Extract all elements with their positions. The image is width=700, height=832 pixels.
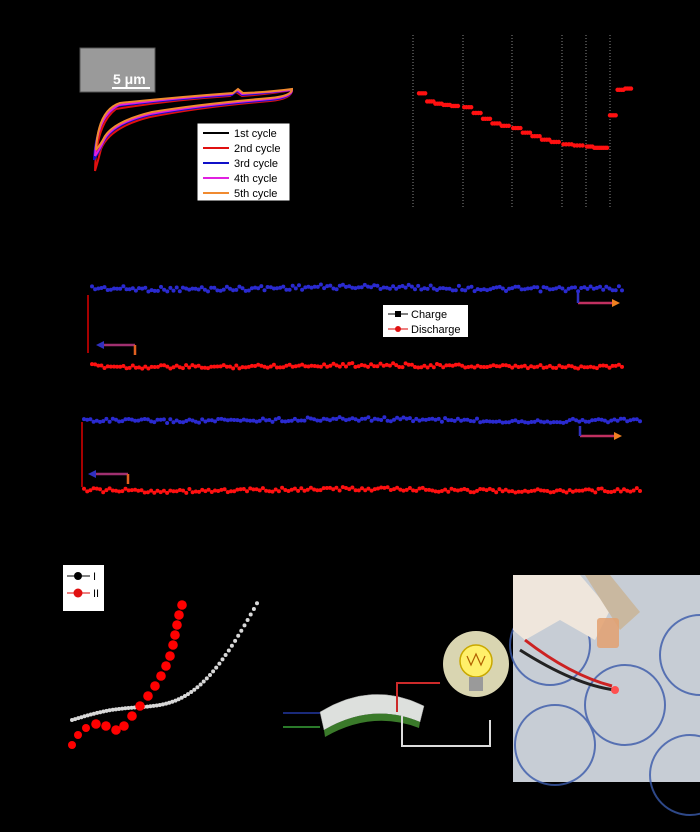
c-charge-point-119 <box>463 288 467 292</box>
legend-label-charge: Charge <box>411 309 448 321</box>
d-charge-point-25 <box>162 417 166 421</box>
series-II-point-17 <box>174 610 184 620</box>
d-charge-point-93 <box>379 418 383 422</box>
d-charge-point-123 <box>475 417 479 421</box>
panel-d-discharge-points <box>82 485 642 495</box>
c-charge-point-37 <box>206 289 210 293</box>
c-charge-point-76 <box>328 284 332 288</box>
series-II-points <box>68 600 187 749</box>
c-charge-point-0 <box>90 284 94 288</box>
series-II-point-10 <box>150 681 160 691</box>
series-II-point-11 <box>156 671 166 681</box>
d-discharge-point-102 <box>408 486 412 490</box>
panel-e-legend <box>63 565 104 611</box>
led-light <box>611 686 619 694</box>
left-arrow-head <box>96 341 104 349</box>
c-charge-point-22 <box>159 285 163 289</box>
c-charge-point-78 <box>335 287 339 291</box>
legend-label-discharge: Discharge <box>411 324 461 336</box>
c-charge-point-167 <box>614 288 618 292</box>
series-I-point-57 <box>249 613 253 617</box>
panel-d-left-arrow <box>88 470 128 484</box>
d-charge-point-41 <box>213 419 217 423</box>
c-discharge-point-73 <box>319 365 323 369</box>
c-charge-point-10 <box>121 284 125 288</box>
d-charge-point-122 <box>472 419 476 423</box>
d-discharge-point-68 <box>299 486 303 490</box>
series-II-point-6 <box>119 721 129 731</box>
d-discharge-point-67 <box>296 489 300 493</box>
d-charge-point-69 <box>303 419 307 423</box>
c-charge-point-66 <box>297 283 301 287</box>
c-discharge-point-29 <box>181 366 185 370</box>
c-charge-point-4 <box>103 285 107 289</box>
d-charge-point-36 <box>197 421 201 425</box>
c-charge-point-21 <box>156 289 160 293</box>
d-discharge-point-167 <box>616 487 620 491</box>
c-discharge-point-12 <box>128 366 132 370</box>
d-discharge-point-172 <box>632 489 636 493</box>
series-II-point-13 <box>165 651 175 661</box>
c-discharge-point-3 <box>99 364 103 368</box>
d-charge-point-22 <box>152 420 156 424</box>
c-charge-point-91 <box>375 284 379 288</box>
c-charge-point-63 <box>288 288 292 292</box>
c-discharge-point-99 <box>401 365 405 369</box>
rate-point-31 <box>488 117 492 121</box>
d-discharge-point-44 <box>223 487 227 491</box>
c-charge-point-155 <box>576 289 580 293</box>
rate-point-39 <box>507 124 511 128</box>
panel-d-charge-points <box>82 415 642 425</box>
legend-label-2nd-cycle: 2nd cycle <box>234 143 281 155</box>
d-discharge-point-151 <box>565 491 569 495</box>
c-discharge-point-31 <box>187 366 191 370</box>
d-charge-point-102 <box>408 416 412 420</box>
c-charge-point-39 <box>212 286 216 290</box>
rate-point-3 <box>423 91 427 95</box>
d-discharge-point-174 <box>638 489 642 493</box>
c-discharge-point-95 <box>388 364 392 368</box>
c-charge-point-150 <box>560 287 564 291</box>
c-charge-point-9 <box>118 287 122 291</box>
legend-swatch-charge-marker <box>395 311 401 317</box>
series-I-point-53 <box>236 634 240 638</box>
d-discharge-point-50 <box>242 487 246 491</box>
c-discharge-point-148 <box>554 366 558 370</box>
c-charge-point-67 <box>300 288 304 292</box>
panel-d-right-arrow <box>580 426 622 440</box>
panel-e-nyquist-chart <box>63 565 259 749</box>
d-charge-point-94 <box>382 415 386 419</box>
c-charge-point-169 <box>620 288 624 292</box>
series-I-point-41 <box>199 683 203 687</box>
right-arrow-head <box>612 299 620 307</box>
c-charge-point-35 <box>200 285 204 289</box>
c-charge-point-25 <box>168 286 172 290</box>
d-charge-point-89 <box>366 415 370 419</box>
d-discharge-point-114 <box>446 490 450 494</box>
c-charge-point-95 <box>388 287 392 291</box>
c-discharge-point-79 <box>338 365 342 369</box>
series-II-point-2 <box>82 724 90 732</box>
d-discharge-point-129 <box>494 490 498 494</box>
c-charge-point-42 <box>222 288 226 292</box>
c-charge-point-117 <box>457 284 461 288</box>
d-discharge-point-80 <box>338 489 342 493</box>
c-charge-point-27 <box>175 286 179 290</box>
series-II-point-9 <box>143 691 153 701</box>
c-discharge-point-169 <box>620 365 624 369</box>
c-charge-point-73 <box>319 283 323 287</box>
c-charge-point-34 <box>197 288 201 292</box>
d-discharge-point-168 <box>619 490 623 494</box>
series-I-point-44 <box>208 673 212 677</box>
d-discharge-point-5 <box>98 487 102 491</box>
c-charge-point-107 <box>426 287 430 291</box>
series-II-point-15 <box>170 630 180 640</box>
c-charge-point-162 <box>598 285 602 289</box>
c-charge-point-136 <box>517 285 521 289</box>
c-discharge-point-45 <box>231 366 235 370</box>
c-charge-point-54 <box>259 284 263 288</box>
panel-a-legend <box>197 123 290 201</box>
fiber-device <box>597 618 619 648</box>
rate-point-43 <box>518 126 522 130</box>
d-charge-point-174 <box>638 419 642 423</box>
series-I-point-39 <box>192 688 196 692</box>
c-charge-point-24 <box>165 289 169 293</box>
series-II-point-4 <box>101 721 111 731</box>
series-I-point-49 <box>224 653 228 657</box>
rate-points <box>417 86 633 150</box>
d-discharge-point-56 <box>261 486 265 490</box>
legend-label-4th-cycle: 4th cycle <box>234 173 278 185</box>
c-discharge-point-109 <box>432 365 436 369</box>
d-discharge-point-51 <box>245 489 249 493</box>
c-charge-point-131 <box>501 287 505 291</box>
sem-scale-label: 5 μm <box>113 71 146 87</box>
d-charge-point-26 <box>165 421 169 425</box>
d-charge-point-27 <box>168 417 172 421</box>
c-charge-point-104 <box>416 284 420 288</box>
d-discharge-point-32 <box>184 491 188 495</box>
d-charge-point-59 <box>271 420 275 424</box>
rate-point-19 <box>456 104 460 108</box>
series-I-point-45 <box>211 669 215 673</box>
c-charge-point-142 <box>535 285 539 289</box>
c-discharge-point-91 <box>375 364 379 368</box>
series-I-point-55 <box>243 623 247 627</box>
series-I-point-58 <box>252 607 256 611</box>
panel-d-cycling-chart <box>82 415 642 495</box>
series-II-point-12 <box>161 661 171 671</box>
panel-c-charge-points <box>90 283 624 294</box>
d-discharge-point-162 <box>600 487 604 491</box>
d-discharge-point-12 <box>120 489 124 493</box>
series-II-point-8 <box>135 701 145 711</box>
panel-c-right-arrow <box>578 293 620 307</box>
panel-c-left-arrow <box>96 341 135 355</box>
panel-c-legend <box>383 305 468 337</box>
rate-point-67 <box>580 143 584 147</box>
d-left-arrow-head <box>88 470 96 478</box>
c-charge-point-102 <box>410 285 414 289</box>
d-discharge-point-55 <box>258 488 262 492</box>
c-charge-point-100 <box>404 286 408 290</box>
d-discharge-point-95 <box>386 485 390 489</box>
c-charge-point-55 <box>263 288 267 292</box>
d-discharge-point-0 <box>82 487 86 491</box>
d-charge-point-111 <box>437 417 441 421</box>
legend-swatch-II-marker <box>74 589 83 598</box>
series-I-point-50 <box>227 649 231 653</box>
series-II-point-16 <box>172 620 182 630</box>
d-discharge-point-66 <box>293 487 297 491</box>
d-discharge-point-18 <box>140 488 144 492</box>
c-charge-point-143 <box>539 290 543 294</box>
c-charge-point-163 <box>601 288 605 292</box>
series-I-point-40 <box>195 685 199 689</box>
legend-swatch-I-marker <box>74 572 82 580</box>
c-charge-point-65 <box>294 286 298 290</box>
c-charge-point-108 <box>429 284 433 288</box>
c-discharge-point-46 <box>234 364 238 368</box>
series-I-point-54 <box>239 629 243 633</box>
c-discharge-point-80 <box>341 362 345 366</box>
bulb-base <box>469 677 483 691</box>
c-charge-point-17 <box>143 286 147 290</box>
d-charge-point-61 <box>277 416 281 420</box>
rate-point-27 <box>478 111 482 115</box>
rate-point-91 <box>629 86 633 90</box>
d-discharge-point-79 <box>334 486 338 490</box>
legend-label-I: I <box>93 571 97 583</box>
series-II-point-18 <box>177 600 187 610</box>
legend-label-3rd-cycle: 3rd cycle <box>234 158 279 170</box>
series-I-point-59 <box>255 601 259 605</box>
series-I-point-43 <box>205 676 209 680</box>
c-charge-point-116 <box>454 288 458 292</box>
d-charge-point-7 <box>104 417 108 421</box>
d-discharge-point-104 <box>414 489 418 493</box>
panel-b-rate-chart <box>413 35 633 208</box>
panel-c-cycling-chart <box>88 283 624 371</box>
panel-a-cv-chart <box>80 48 292 201</box>
d-charge-point-55 <box>258 419 262 423</box>
rate-point-59 <box>557 140 561 144</box>
d-charge-point-112 <box>440 420 444 424</box>
panel-g-device-photo <box>510 575 700 815</box>
panel-c-discharge-points <box>90 361 624 371</box>
c-charge-point-154 <box>573 285 577 289</box>
legend-label-II: II <box>93 588 100 600</box>
series-I-point-52 <box>233 639 237 643</box>
series-II-point-14 <box>168 640 178 650</box>
d-discharge-point-31 <box>181 489 185 493</box>
series-I-point-56 <box>246 618 250 622</box>
d-discharge-point-33 <box>187 487 191 491</box>
series-I-point-47 <box>217 662 221 666</box>
series-II-point-0 <box>68 741 76 749</box>
rate-point-23 <box>469 105 473 109</box>
c-discharge-point-83 <box>350 361 354 365</box>
series-II-point-1 <box>74 731 82 739</box>
c-discharge-point-143 <box>539 363 543 367</box>
series-I-point-48 <box>221 657 225 661</box>
legend-swatch-discharge-marker <box>395 326 401 332</box>
legend-label-5th-cycle: 5th cycle <box>234 188 278 200</box>
c-charge-point-48 <box>241 286 245 290</box>
c-discharge-point-88 <box>366 365 370 369</box>
c-discharge-point-58 <box>272 363 276 367</box>
c-charge-point-26 <box>172 289 176 293</box>
d-discharge-point-84 <box>350 486 354 490</box>
d-discharge-point-173 <box>635 486 639 490</box>
c-charge-point-28 <box>178 289 182 293</box>
c-charge-point-168 <box>617 284 621 288</box>
c-charge-point-121 <box>470 285 474 289</box>
rate-point-79 <box>605 146 609 150</box>
d-charge-point-8 <box>108 420 112 424</box>
d-right-arrow-head <box>614 432 622 440</box>
rate-point-83 <box>614 113 618 117</box>
series-II-point-7 <box>127 711 137 721</box>
lightbulb-icon <box>460 645 492 677</box>
series-II-point-3 <box>91 719 101 729</box>
d-charge-point-2 <box>88 417 92 421</box>
c-charge-point-61 <box>281 285 285 289</box>
series-I-point-51 <box>230 644 234 648</box>
legend-label-1st-cycle: 1st cycle <box>234 128 277 140</box>
d-discharge-point-26 <box>165 491 169 495</box>
d-discharge-point-39 <box>207 488 211 492</box>
c-discharge-point-81 <box>344 365 348 369</box>
c-charge-point-103 <box>413 287 417 291</box>
d-charge-point-169 <box>622 417 626 421</box>
panel-f-device-schematic <box>283 631 509 746</box>
series-I-point-42 <box>202 680 206 684</box>
c-charge-point-46 <box>234 288 238 292</box>
panel-b-dividers <box>413 35 610 208</box>
d-discharge-point-61 <box>277 489 281 493</box>
c-charge-point-64 <box>291 284 295 288</box>
c-charge-point-14 <box>134 289 138 293</box>
series-I-point-46 <box>214 666 218 670</box>
d-discharge-point-160 <box>593 490 597 494</box>
